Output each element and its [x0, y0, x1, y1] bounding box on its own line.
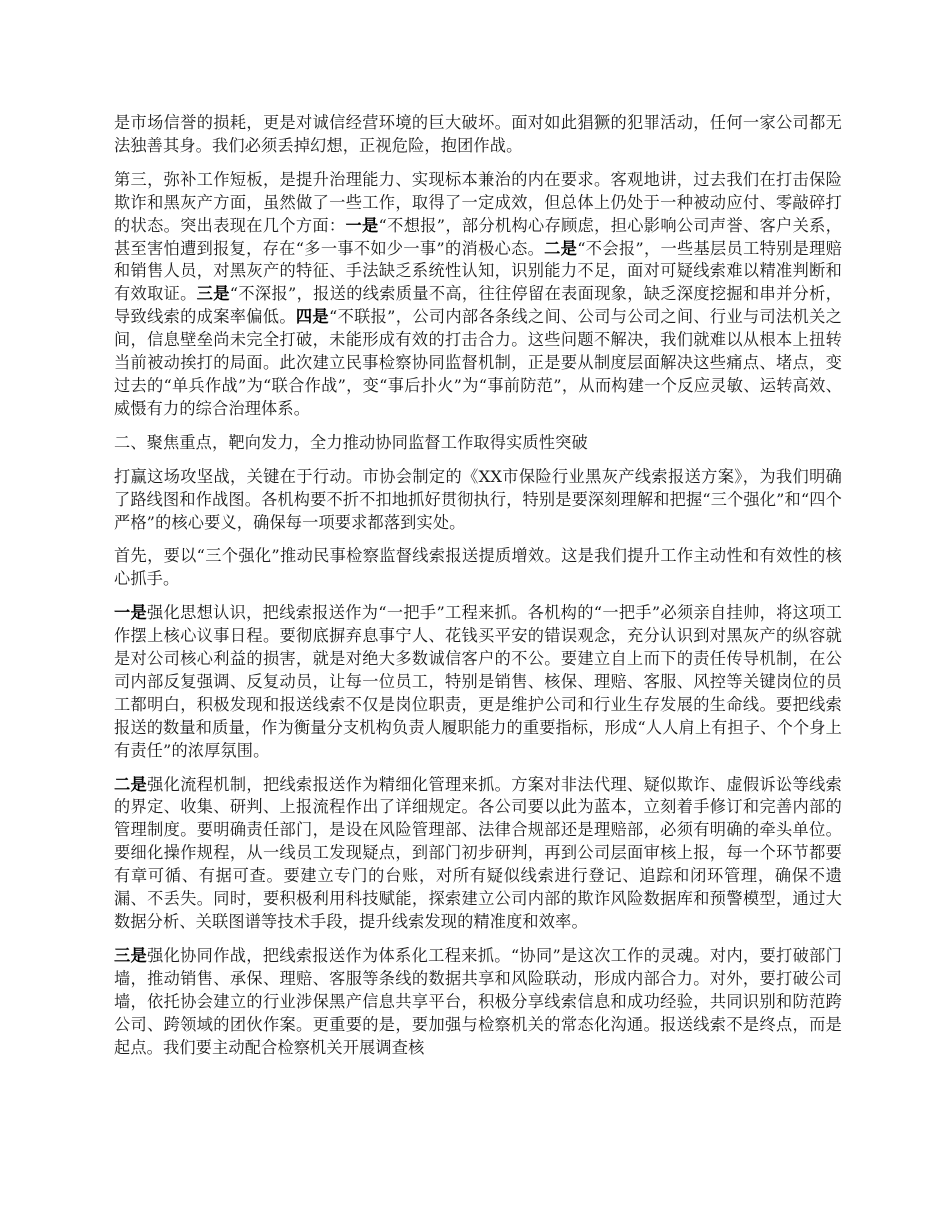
bold-marker: 二是: [114, 774, 148, 794]
text-run: 二、聚焦重点，靶向发力，全力推动协同监督工作取得实质性突破: [114, 432, 588, 452]
text-run: 第三，弥补工作短板，是提升治理能力、实现标本兼治的内在要求。客观地讲，过去我们在打击保险欺诈和黑灰产方面，虽然做了一些工作，取得了一定成效，但总体上仍处于一种被动应付、零敲碎打的状态。突出表现在几个方面：: [114, 169, 842, 235]
text-run: 强化协同作战，把线索报送作为体系化工程来抓。“协同”是这次工作的灵魂。对内，要打破部门墙，推动销售、承保、理赔、客服等条线的数据共享和风险联动，形成内部合力。对外，要打破公司墙，依托协会建立的行业涉保黑产信息共享平台，积极分享线索信息和成功经验，共同识别和防范跨公司、跨领域的团伙作案。更重要的是，要加强与检察机关的常态化沟通。报送线索不是终点，而是起点。我们要主动配合检察机关开展调查核: [114, 945, 842, 1057]
paragraph-action: [114, 466, 842, 535]
paragraph-continuation: [114, 112, 842, 158]
paragraph-point-two: [114, 774, 842, 934]
paragraph-first: [114, 545, 842, 591]
text-run: “不会报”，一些基层员工特别是理赔和销售人员，对黑灰产的特征、手法缺乏系统性认知，识别能力不足，面对可疑线索难以精准判断和有效取证。: [114, 238, 842, 304]
section-heading: [114, 432, 842, 455]
paragraph-third-point: [114, 169, 842, 421]
bold-marker: 二是: [544, 238, 578, 258]
bold-marker: 三是: [114, 945, 148, 965]
document-page: [114, 112, 842, 1070]
text-run: 强化思想认识，把线索报送作为“一把手”工程来抓。各机构的“一把手”必须亲自挂帅，将这项工作摆上核心议事日程。要彻底摒弃息事宁人、花钱买平安的错误观念，充分认识到对黑灰产的纵容就是对公司核心利益的损害，就是对绝大多数诚信客户的不公。要建立自上而下的责任传导机制，在公司内部反复强调、反复动员，让每一位员工，特别是销售、核保、理赔、客服、风控等关键岗位的员工都明白，积极发现和报送线索不仅是岗位职责，更是维护公司和行业生存发展的生命线。要把线索报送的数量和质量，作为衡量分支机构负责人履职能力的重要指标，形成“人人肩上有担子、个个身上有责任”的浓厚氛围。: [114, 603, 842, 760]
bold-marker: 四是: [295, 307, 329, 327]
text-run: “不想报”，部分机构心存顾虑，担心影响公司声誉、客户关系，甚至害怕遭到报复，存在“多一事不如少一事”的消极心态。: [114, 215, 842, 258]
text-run: 强化流程机制，把线索报送作为精细化管理来抓。方案对非法代理、疑似欺诈、虚假诉讼等线索的界定、收集、研判、上报流程作出了详细规定。各公司要以此为蓝本，立刻着手修订和完善内部的管理制度。要明确责任部门，是设在风险管理部、法律合规部还是理赔部，必须有明确的牵头单位。要细化操作规程，从一线员工发现疑点，到部门初步研判，再到公司层面审核上报，每一个环节都要有章可循、有据可查。要建立专门的台账，对所有疑似线索进行登记、追踪和闭环管理，确保不遗漏、不丢失。同时，要积极利用科技赋能，探索建立公司内部的欺诈风险数据库和预警模型，通过大数据分析、关联图谱等技术手段，提升线索发现的精准度和效率。: [114, 774, 842, 931]
text-run: 是市场信誉的损耗，更是对诚信经营环境的巨大破坏。面对如此猖獗的犯罪活动，任何一家公司都无法独善其身。我们必须丢掉幻想，正视危险，抱团作战。: [114, 113, 842, 155]
paragraph-point-one: [114, 602, 842, 762]
bold-marker: 一是: [345, 215, 379, 235]
text-run: 首先，要以“三个强化”推动民事检察监督线索报送提质增效。这是我们提升工作主动性和有效性的核心抓手。: [114, 546, 842, 589]
text-run: “不联报”，公司内部各条线之间、公司与公司之间、行业与司法机关之间，信息壁垒尚未完全打破，未能形成有效的打击合力。这些问题不解决，我们就难以从根本上扭转当前被动挨打的局面。此次建立民事检察协同监督机制，正是要从制度层面解决这些痛点、堵点，变过去的“单兵作战”为“联合作战”，变“事后扑火”为“事前防范”，从而构建一个反应灵敏、运转高效、威慑有力的综合治理体系。: [114, 307, 842, 418]
text-run: “不深报”，报送的线索质量不高，往往停留在表面现象，缺乏深度挖掘和串并分析，导致线索的成案率偏低。: [114, 284, 843, 327]
bold-marker: 一是: [114, 603, 148, 623]
bold-marker: 三是: [196, 284, 230, 304]
text-run: 打赢这场攻坚战，关键在于行动。市协会制定的《XX市保险行业黑灰产线索报送方案》，为我们明确了路线图和作战图。各机构要不折不扣地抓好贯彻执行，特别是要深刻理解和把握“三个强化”和“四个严格”的核心要义，确保每一项要求都落到实处。: [114, 466, 842, 532]
paragraph-point-three: [114, 945, 842, 1060]
